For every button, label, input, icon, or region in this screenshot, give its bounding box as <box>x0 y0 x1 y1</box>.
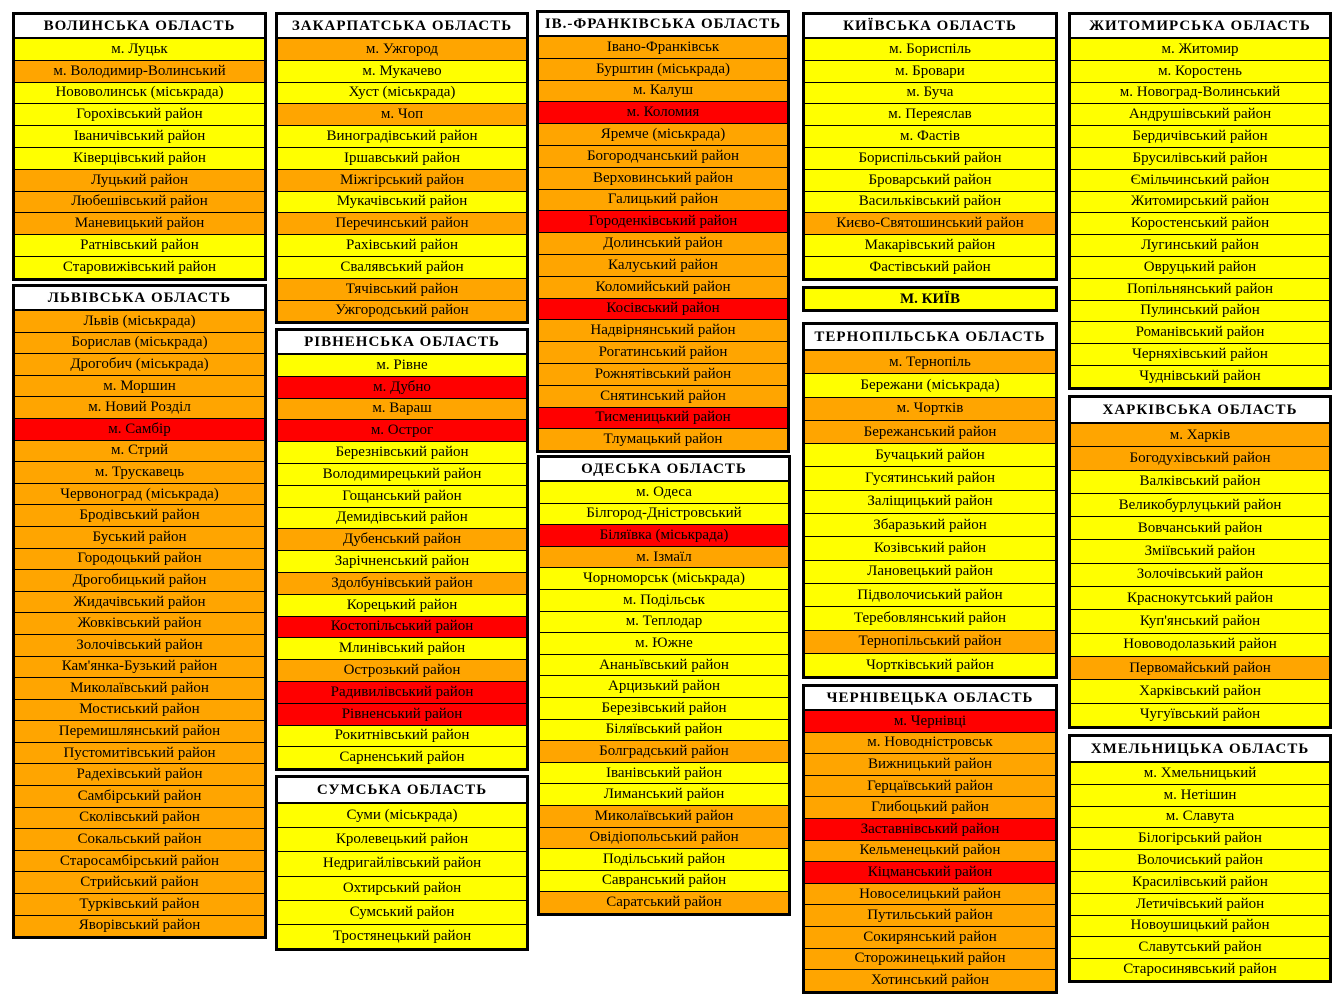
district-row: Козівський район <box>805 536 1055 559</box>
region-volyn <box>12 12 267 281</box>
district-row: м. Калуш <box>539 80 787 102</box>
district-row: Фастівський район <box>805 256 1055 278</box>
district-row: Млинівський район <box>278 637 526 659</box>
district-row: Рівненський район <box>278 703 526 725</box>
district-row: Охтирський район <box>278 876 526 900</box>
district-row: м. Острог <box>278 419 526 441</box>
district-row: м. Стрий <box>15 440 264 462</box>
district-row: Снятинський район <box>539 385 787 407</box>
district-row: Сумський район <box>278 900 526 924</box>
district-row: Бориспільський район <box>805 147 1055 169</box>
district-row: Недригайлівський район <box>278 851 526 875</box>
district-row: Путильський район <box>805 904 1055 926</box>
district-row: Чугуївський район <box>1071 703 1329 726</box>
district-row: м. Рівне <box>278 354 526 376</box>
district-row: Борислав (міськрада) <box>15 332 264 354</box>
district-row: Любешівський район <box>15 191 264 213</box>
district-row: Долинський район <box>539 232 787 254</box>
district-row: Іванівський район <box>540 762 788 784</box>
district-row: Рокитнівський район <box>278 725 526 747</box>
district-row: Золочівський район <box>1071 563 1329 586</box>
district-row: Черняхівський район <box>1071 343 1329 365</box>
district-row: Глибоцький район <box>805 796 1055 818</box>
district-row: Луцький район <box>15 169 264 191</box>
district-row: Біляївка (міськрада) <box>540 524 788 546</box>
district-row: Овруцький район <box>1071 256 1329 278</box>
district-row: Мукачівський район <box>278 191 526 213</box>
district-row: Краснокутський район <box>1071 586 1329 609</box>
district-row: Тисменицький район <box>539 407 787 429</box>
district-row: Вовчанський район <box>1071 516 1329 539</box>
district-row: Галицький район <box>539 189 787 211</box>
district-row: Бережанський район <box>805 420 1055 443</box>
district-row: Коростенський район <box>1071 212 1329 234</box>
district-row: Сторожинецький район <box>805 948 1055 970</box>
region-ternopil <box>802 322 1058 679</box>
region-lviv <box>12 284 267 939</box>
district-row: Дрогобицький район <box>15 569 264 591</box>
district-row: Дубенський район <box>278 528 526 550</box>
region-title: ЧЕРНІВЕЦЬКА ОБЛАСТЬ <box>805 687 1055 710</box>
district-row: м. Фастів <box>805 125 1055 147</box>
district-row: Броварський район <box>805 169 1055 191</box>
district-row: Городенківський район <box>539 210 787 232</box>
district-row: Старосинявський район <box>1071 958 1329 980</box>
district-row: Києво-Святошинський район <box>805 212 1055 234</box>
region-title: СУМСЬКА ОБЛАСТЬ <box>278 778 526 803</box>
district-row: Маневицький район <box>15 212 264 234</box>
district-row: Лугинський район <box>1071 234 1329 256</box>
region-title: ЖИТОМИРСЬКА ОБЛАСТЬ <box>1071 15 1329 38</box>
district-row: м. Новий Розділ <box>15 396 264 418</box>
district-row: Здолбунівський район <box>278 572 526 594</box>
district-row: м. Теплодар <box>540 611 788 633</box>
district-row: Білгород-Дністровський <box>540 503 788 525</box>
region-zhytomyr <box>1068 12 1332 390</box>
district-row: Білогірський район <box>1071 827 1329 849</box>
district-row: Летичівський район <box>1071 893 1329 915</box>
region-title: РІВНЕНСЬКА ОБЛАСТЬ <box>278 331 526 354</box>
district-row: Гусятинський район <box>805 466 1055 489</box>
district-row: Миколаївський район <box>15 677 264 699</box>
district-row: Первомайський район <box>1071 656 1329 679</box>
district-row: Перемишлянський район <box>15 720 264 742</box>
district-row: Біляївський район <box>540 719 788 741</box>
district-row: м. Новодністровськ <box>805 732 1055 754</box>
district-row: Золочівський район <box>15 634 264 656</box>
district-row: Дрогобич (міськрада) <box>15 353 264 375</box>
district-row: Міжгірський район <box>278 169 526 191</box>
district-row: Миколаївський район <box>540 805 788 827</box>
district-row: Куп'янський район <box>1071 609 1329 632</box>
kyiv-city-header: М. КИЇВ <box>802 286 1058 312</box>
district-row: м. Луцьк <box>15 38 264 60</box>
district-row: Лиманський район <box>540 783 788 805</box>
region-khmelnytskyi <box>1068 734 1332 983</box>
district-row: Сколівський район <box>15 807 264 829</box>
district-row: м. Подільськ <box>540 589 788 611</box>
district-row: м. Бровари <box>805 60 1055 82</box>
district-row: Овідіопольський район <box>540 827 788 849</box>
district-row: Савранський район <box>540 870 788 892</box>
district-row: м. Переяслав <box>805 103 1055 125</box>
region-ifrankivsk <box>536 10 790 453</box>
district-row: м. Коломия <box>539 101 787 123</box>
district-row: Рожнятівський район <box>539 363 787 385</box>
district-row: Житомирський район <box>1071 191 1329 213</box>
district-row: Тростянецький район <box>278 924 526 948</box>
district-row: Бучацький район <box>805 443 1055 466</box>
district-row: м. Моршин <box>15 375 264 397</box>
district-row: Богородчанський район <box>539 145 787 167</box>
district-row: Старовижівський район <box>15 256 264 278</box>
district-row: Яремче (міськрада) <box>539 123 787 145</box>
district-row: Вижницький район <box>805 753 1055 775</box>
district-row: Радивилівський район <box>278 681 526 703</box>
district-row: Зміївський район <box>1071 539 1329 562</box>
district-row: Косівський район <box>539 298 787 320</box>
district-row: Іршавський район <box>278 147 526 169</box>
district-row: Червоноград (міськрада) <box>15 483 264 505</box>
district-row: Жовківський район <box>15 612 264 634</box>
district-row: Старосамбірський район <box>15 850 264 872</box>
region-title: ТЕРНОПІЛЬСЬКА ОБЛАСТЬ <box>805 325 1055 350</box>
district-row: Великобурлуцький район <box>1071 493 1329 516</box>
district-row: м. Новоград-Волинський <box>1071 82 1329 104</box>
district-row: Володимирецький район <box>278 463 526 485</box>
district-row: Арцизький район <box>540 675 788 697</box>
district-row: Підволочиський район <box>805 583 1055 606</box>
district-row: Макарівський район <box>805 234 1055 256</box>
district-row: Перечинський район <box>278 212 526 234</box>
district-row: Жидачівський район <box>15 591 264 613</box>
district-row: Ужгородський район <box>278 300 526 322</box>
district-row: Новоселицький район <box>805 883 1055 905</box>
region-title: ВОЛИНСЬКА ОБЛАСТЬ <box>15 15 264 38</box>
district-row: Коломийський район <box>539 276 787 298</box>
district-row: м. Дубно <box>278 376 526 398</box>
district-row: м. Ізмаїл <box>540 546 788 568</box>
district-row: Теребовлянський район <box>805 606 1055 629</box>
district-row: Романівський район <box>1071 321 1329 343</box>
district-row: м. Вараш <box>278 398 526 420</box>
district-row: Тлумацький район <box>539 428 787 450</box>
district-row: Пулинський район <box>1071 300 1329 322</box>
district-row: м. Мукачево <box>278 60 526 82</box>
district-row: м. Харків <box>1071 423 1329 446</box>
district-row: м. Коростень <box>1071 60 1329 82</box>
district-row: Кам'янка-Бузький район <box>15 656 264 678</box>
district-row: Березнівський район <box>278 441 526 463</box>
district-row: Нововолинськ (міськрада) <box>15 82 264 104</box>
district-row: Турківський район <box>15 893 264 915</box>
district-row: Волочиський район <box>1071 849 1329 871</box>
district-row: Острозький район <box>278 659 526 681</box>
district-row: Чорноморськ (міськрада) <box>540 567 788 589</box>
district-row: Хуст (міськрада) <box>278 82 526 104</box>
region-sumy <box>275 775 529 951</box>
district-row: Чортківський район <box>805 653 1055 676</box>
district-row: Бережани (міськрада) <box>805 373 1055 396</box>
district-row: Костопільський район <box>278 616 526 638</box>
district-row: м. Житомир <box>1071 38 1329 60</box>
region-title: КИЇВСЬКА ОБЛАСТЬ <box>805 15 1055 38</box>
district-row: Валківський район <box>1071 470 1329 493</box>
district-row: Сокирянський район <box>805 926 1055 948</box>
district-row: Свалявський район <box>278 256 526 278</box>
district-row: Герцаївський район <box>805 775 1055 797</box>
district-row: м. Нетішин <box>1071 784 1329 806</box>
district-row: Хотинський район <box>805 969 1055 991</box>
district-row: м. Трускавець <box>15 461 264 483</box>
region-kharkiv <box>1068 395 1332 729</box>
district-row: Подільський район <box>540 848 788 870</box>
district-row: м. Ужгород <box>278 38 526 60</box>
district-row: Радехівський район <box>15 763 264 785</box>
district-row: Яворівський район <box>15 915 264 937</box>
district-row: Заставнівський район <box>805 818 1055 840</box>
region-rivne <box>275 328 529 771</box>
district-row: Сокальський район <box>15 828 264 850</box>
district-row: Буський район <box>15 526 264 548</box>
district-row: Надвірнянський район <box>539 319 787 341</box>
region-odesa <box>537 455 791 916</box>
district-row: Рахівський район <box>278 234 526 256</box>
district-row: Ананьївський район <box>540 654 788 676</box>
district-row: м. Володимир-Волинський <box>15 60 264 82</box>
district-row: Сарненський район <box>278 746 526 768</box>
district-row: м. Чортків <box>805 397 1055 420</box>
district-row: м. Южне <box>540 632 788 654</box>
district-row: Городоцький район <box>15 548 264 570</box>
district-row: Чуднівський район <box>1071 365 1329 387</box>
district-row: Збаразький район <box>805 513 1055 536</box>
district-row: Лановецький район <box>805 560 1055 583</box>
district-row: Бродівський район <box>15 504 264 526</box>
district-row: м. Хмельницький <box>1071 762 1329 784</box>
district-row: м. Славута <box>1071 806 1329 828</box>
district-row: Пустомитівський район <box>15 742 264 764</box>
district-row: м. Чоп <box>278 103 526 125</box>
district-row: Івано-Франківськ <box>539 36 787 58</box>
district-row: Львів (міськрада) <box>15 310 264 332</box>
district-row: Кельменецький район <box>805 840 1055 862</box>
region-title: ІВ.-ФРАНКІВСЬКА ОБЛАСТЬ <box>539 13 787 36</box>
district-row: Калуський район <box>539 254 787 276</box>
district-row: м. Чернівці <box>805 710 1055 732</box>
district-row: Славутський район <box>1071 936 1329 958</box>
district-row: Заліщицький район <box>805 490 1055 513</box>
district-row: м. Тернопіль <box>805 350 1055 373</box>
district-row: Демидівський район <box>278 507 526 529</box>
district-row: Харківський район <box>1071 679 1329 702</box>
district-row: Корецький район <box>278 594 526 616</box>
district-row: Ратнівський район <box>15 234 264 256</box>
district-row: Андрушівський район <box>1071 103 1329 125</box>
district-row: м. Бориспіль <box>805 38 1055 60</box>
region-zakarpattia <box>275 12 529 324</box>
district-row: Іваничівський район <box>15 125 264 147</box>
district-row: Кролевецький район <box>278 827 526 851</box>
district-row: Бердичівський район <box>1071 125 1329 147</box>
district-row: Кіцманський район <box>805 861 1055 883</box>
district-row: Ємільчинський район <box>1071 169 1329 191</box>
district-row: Горохівський район <box>15 103 264 125</box>
district-row: Виноградівський район <box>278 125 526 147</box>
district-row: Стрийський район <box>15 871 264 893</box>
district-row: Красилівський район <box>1071 871 1329 893</box>
district-row: Самбірський район <box>15 785 264 807</box>
district-row: Попільнянський район <box>1071 278 1329 300</box>
district-row: Рогатинський район <box>539 341 787 363</box>
district-row: Верховинський район <box>539 167 787 189</box>
district-row: Богодухівський район <box>1071 446 1329 469</box>
region-kyivobl <box>802 12 1058 281</box>
district-row: Бурштин (міськрада) <box>539 58 787 80</box>
district-row: м. Буча <box>805 82 1055 104</box>
district-row: Ківерцівський район <box>15 147 264 169</box>
district-row: Тячівський район <box>278 278 526 300</box>
district-row: Тернопільський район <box>805 630 1055 653</box>
district-row: Новоушицький район <box>1071 915 1329 937</box>
region-title: ЛЬВІВСЬКА ОБЛАСТЬ <box>15 287 264 310</box>
district-row: Саратський район <box>540 891 788 913</box>
district-row: Болградський район <box>540 740 788 762</box>
district-row: Брусилівський район <box>1071 147 1329 169</box>
district-row: Гощанський район <box>278 485 526 507</box>
district-row: Нововодолазький район <box>1071 633 1329 656</box>
district-row: Мостиський район <box>15 699 264 721</box>
region-chernivtsi <box>802 684 1058 994</box>
district-row: м. Самбір <box>15 418 264 440</box>
region-title: ОДЕСЬКА ОБЛАСТЬ <box>540 458 788 481</box>
region-title: ХАРКІВСЬКА ОБЛАСТЬ <box>1071 398 1329 423</box>
district-row: Васильківський район <box>805 191 1055 213</box>
district-row: Зарічненський район <box>278 550 526 572</box>
district-row: м. Одеса <box>540 481 788 503</box>
district-row: Суми (міськрада) <box>278 803 526 827</box>
region-title: ХМЕЛЬНИЦЬКА ОБЛАСТЬ <box>1071 737 1329 762</box>
region-title: ЗАКАРПАТСЬКА ОБЛАСТЬ <box>278 15 526 38</box>
district-row: Березівський район <box>540 697 788 719</box>
